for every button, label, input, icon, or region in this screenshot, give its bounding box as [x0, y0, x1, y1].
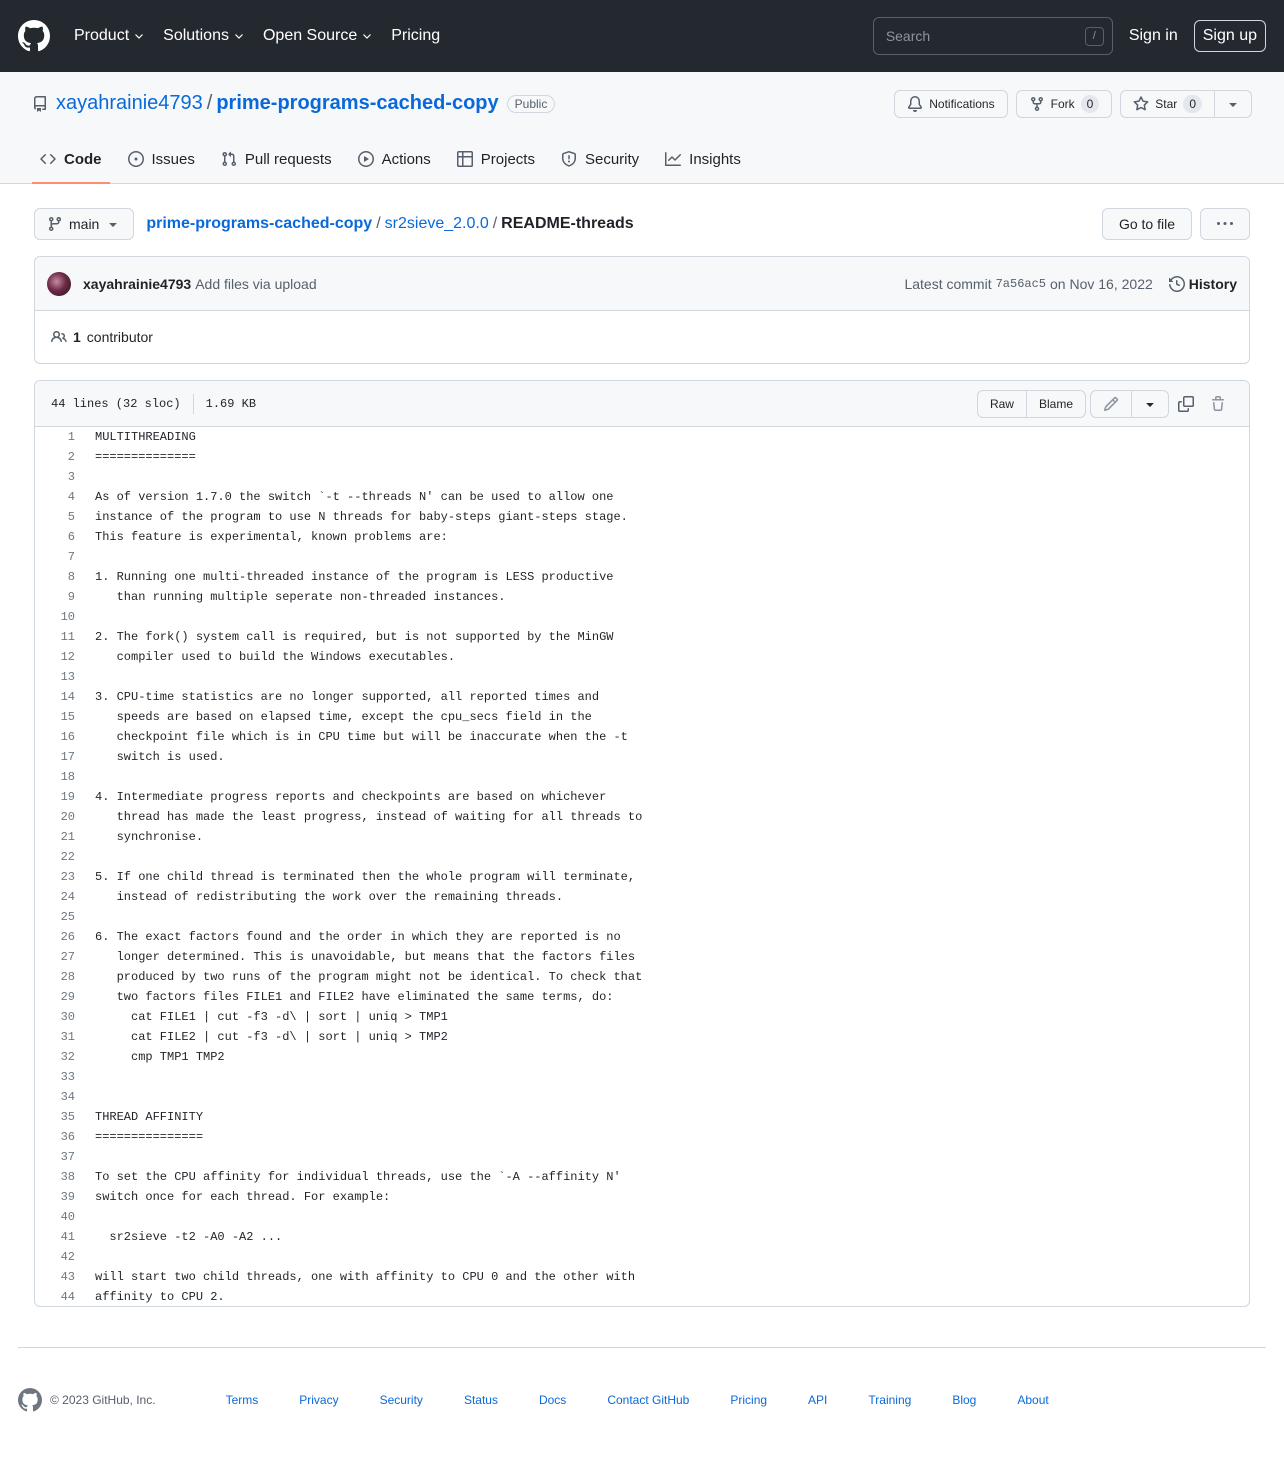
line-content: thread has made the least progress, instead of waiting for all threads to [95, 810, 643, 824]
contributors-row[interactable] [35, 311, 1249, 363]
nav-pricing[interactable] [391, 27, 440, 45]
line-number[interactable]: 10 [60, 610, 75, 624]
line-number[interactable]: 11 [60, 630, 75, 644]
footer-link-about[interactable]: About [1017, 1393, 1049, 1407]
chevron-down-icon [361, 30, 373, 42]
github-logo-icon[interactable] [18, 20, 50, 52]
repo-actions [894, 90, 1252, 118]
repo-separator: / [206, 92, 213, 114]
triangle-down-icon [1225, 96, 1241, 112]
code-line [35, 567, 1249, 587]
code-line [35, 487, 1249, 507]
code-icon [40, 151, 56, 167]
line-content: As of version 1.7.0 the switch `-t --threads N' can be used to allow one [95, 490, 614, 504]
line-content: cat FILE1 | cut -f3 -d\ | sort | uniq > TMP1 [95, 1010, 448, 1024]
line-number[interactable]: 26 [60, 930, 75, 944]
code-line [35, 987, 1249, 1007]
line-content: instance of the program to use N threads for baby-steps giant-steps stage. [95, 510, 628, 524]
history-label: History [1188, 275, 1237, 292]
tab-security[interactable] [553, 135, 647, 183]
breadcrumb [146, 215, 633, 233]
nav-product-label: Product [74, 27, 130, 44]
line-number[interactable]: 18 [60, 770, 75, 784]
footer-link-training[interactable]: Training [868, 1393, 912, 1407]
issue-icon [128, 151, 144, 167]
trash-icon [1210, 396, 1226, 412]
code-line [35, 827, 1249, 847]
edit-button-group [1090, 390, 1169, 418]
history-link[interactable] [1169, 276, 1237, 292]
nav-open-source[interactable] [263, 27, 373, 45]
triangle-down-icon [105, 216, 121, 232]
code-line [35, 1127, 1249, 1147]
code-line [35, 847, 1249, 867]
fork-button[interactable] [1016, 90, 1113, 118]
repo-title [32, 92, 555, 115]
tab-issues-label: Issues [151, 150, 195, 168]
global-header [0, 0, 1284, 72]
code-line [35, 967, 1249, 987]
footer-link-pricing[interactable]: Pricing [730, 1393, 768, 1407]
line-number[interactable]: 43 [60, 1270, 75, 1284]
line-number[interactable]: 17 [60, 750, 75, 764]
line-number[interactable]: 28 [60, 970, 75, 984]
tab-security-label: Security [584, 150, 640, 168]
search-placeholder: Search [885, 28, 931, 44]
line-number[interactable]: 35 [60, 1110, 75, 1124]
table-icon [457, 151, 473, 167]
file-info-divider [193, 394, 194, 414]
file-info [51, 394, 256, 414]
line-number[interactable]: 9 [67, 590, 75, 604]
line-number[interactable]: 19 [60, 790, 75, 804]
line-content: produced by two runs of the program might not be identical. To check that [95, 970, 643, 984]
line-content: =============== [95, 1130, 204, 1144]
copy-raw-button[interactable] [1171, 390, 1201, 418]
line-number[interactable]: 1 [67, 430, 75, 444]
code-line [35, 667, 1249, 687]
code-line [35, 1087, 1249, 1107]
pencil-icon [1103, 396, 1119, 412]
visibility-badge: Public [507, 95, 556, 113]
code-line [35, 727, 1249, 747]
commit-meta [904, 276, 1237, 292]
tab-projects-label: Projects [480, 150, 535, 168]
breadcrumb-separator: / [376, 215, 381, 232]
line-number[interactable]: 20 [60, 810, 75, 824]
breadcrumb-file-name: README-threads [501, 215, 634, 232]
file-tools [977, 390, 1233, 418]
line-content: 1. Running one multi-threaded instance of the program is LESS productive [95, 570, 614, 584]
header-right [873, 17, 1266, 55]
line-number[interactable]: 25 [60, 910, 75, 924]
footer-links [226, 1393, 1049, 1407]
code-line [35, 787, 1249, 807]
line-number[interactable]: 5 [67, 510, 75, 524]
line-number[interactable]: 16 [60, 730, 75, 744]
footer-link-docs[interactable]: Docs [538, 1393, 567, 1407]
line-number[interactable]: 21 [60, 830, 75, 844]
contributors-count: 1 [73, 329, 81, 345]
repo-icon [32, 96, 48, 112]
raw-blame-group [977, 390, 1086, 418]
tab-actions[interactable] [350, 135, 439, 183]
copy-icon [1178, 396, 1194, 412]
code-line [35, 867, 1249, 887]
code-line [35, 587, 1249, 607]
code-line [35, 1187, 1249, 1207]
code-line [35, 1007, 1249, 1027]
breadcrumb-separator: / [492, 215, 498, 232]
footer-link-privacy[interactable]: Privacy [299, 1393, 339, 1407]
fork-label: Fork [1050, 97, 1075, 111]
site-footer [18, 1347, 1266, 1447]
file-viewer [34, 380, 1250, 1307]
search-input[interactable] [873, 17, 1113, 55]
line-content: This feature is experimental, known problems are: [95, 530, 448, 544]
line-content: 3. CPU-time statistics are no longer supported, all reported times and [95, 690, 600, 704]
line-number[interactable]: 23 [60, 870, 75, 884]
footer-link-blog[interactable]: Blog [952, 1393, 977, 1407]
line-content: 6. The exact factors found and the order in which they are reported is no [95, 930, 621, 944]
breadcrumb-repo-link[interactable]: prime-programs-cached-copy [146, 215, 373, 232]
notifications-label: Notifications [929, 97, 995, 111]
line-number[interactable]: 3 [67, 470, 75, 484]
file-header [35, 381, 1249, 427]
footer-link-api[interactable]: API [808, 1393, 828, 1407]
tab-code[interactable] [32, 135, 110, 183]
line-content: switch once for each thread. For example: [95, 1190, 391, 1204]
latest-commit-row [35, 257, 1249, 311]
sign-up-button[interactable]: Sign up [1194, 20, 1266, 52]
line-number[interactable]: 34 [60, 1090, 75, 1104]
code-line [35, 447, 1249, 467]
line-content: checkpoint file which is in CPU time but will be inaccurate when the -t [95, 730, 628, 744]
code-line [35, 627, 1249, 647]
tab-pull-requests-label: Pull requests [244, 150, 332, 168]
line-number[interactable]: 32 [60, 1050, 75, 1064]
blame-button[interactable]: Blame [1027, 390, 1086, 418]
line-number[interactable]: 2 [67, 450, 75, 464]
star-icon [1133, 96, 1149, 112]
avatar[interactable] [47, 272, 71, 296]
branch-icon [47, 216, 63, 232]
line-number[interactable]: 30 [60, 1010, 75, 1024]
line-number[interactable]: 12 [60, 650, 75, 664]
line-content: affinity to CPU 2. [95, 1290, 225, 1304]
branch-selector[interactable] [34, 208, 134, 240]
bell-icon [907, 96, 923, 112]
star-button[interactable] [1120, 90, 1215, 118]
code-line [35, 527, 1249, 547]
github-logo-icon[interactable] [18, 1388, 42, 1412]
code-line [35, 1147, 1249, 1167]
pull-request-icon [221, 151, 237, 167]
history-icon [1169, 276, 1185, 292]
footer-link-security[interactable]: Security [379, 1393, 423, 1407]
nav-product[interactable] [74, 27, 145, 45]
line-content: To set the CPU affinity for individual threads, use the `-A --affinity N' [95, 1170, 621, 1184]
breadcrumb-dir-link[interactable]: sr2sieve_2.0.0 [384, 215, 489, 232]
line-content: MULTITHREADING [95, 430, 196, 444]
contributors-label: contributor [86, 329, 153, 345]
fork-icon [1029, 96, 1045, 112]
commit-message-link[interactable]: Add files via upload [195, 275, 317, 292]
fork-count: 0 [1081, 95, 1100, 113]
tab-issues[interactable] [120, 135, 203, 183]
raw-button[interactable]: Raw [977, 390, 1027, 418]
file-navigation [34, 208, 1250, 240]
code-line [35, 1227, 1249, 1247]
code-line [35, 547, 1249, 567]
sign-in-link[interactable]: Sign in [1128, 27, 1178, 44]
tab-actions-label: Actions [381, 150, 431, 168]
code-line [35, 1287, 1249, 1307]
repo-header [0, 72, 1284, 184]
code-line [35, 1047, 1249, 1067]
line-number[interactable]: 15 [60, 710, 75, 724]
play-icon [358, 151, 374, 167]
code-line [35, 1067, 1249, 1087]
line-number[interactable]: 42 [60, 1250, 75, 1264]
line-number[interactable]: 44 [60, 1290, 75, 1304]
line-content: 4. Intermediate progress reports and checkpoints are based on whichever [95, 790, 607, 804]
code-line [35, 507, 1249, 527]
line-number[interactable]: 41 [60, 1230, 75, 1244]
edit-button[interactable] [1090, 390, 1132, 418]
code-line [35, 947, 1249, 967]
line-content: cmp TMP1 TMP2 [95, 1050, 225, 1064]
nav-pricing-label: Pricing [391, 27, 441, 44]
footer-row [18, 1388, 1266, 1412]
line-content: compiler used to build the Windows executables. [95, 650, 456, 664]
chevron-down-icon [133, 30, 145, 42]
tab-projects[interactable] [449, 135, 543, 183]
global-nav [74, 27, 440, 45]
code-line [35, 1167, 1249, 1187]
line-number[interactable]: 6 [67, 530, 75, 544]
latest-commit-label: Latest commit [904, 275, 992, 292]
commit-date: on Nov 16, 2022 [1050, 275, 1153, 292]
line-number[interactable]: 33 [60, 1070, 75, 1084]
file-lines-info: 44 lines (32 sloc) [51, 396, 181, 411]
shield-icon [561, 151, 577, 167]
branch-name: main [69, 216, 100, 232]
code-line [35, 1027, 1249, 1047]
line-number[interactable]: 36 [60, 1130, 75, 1144]
edit-dropdown-button[interactable] [1132, 390, 1169, 418]
footer-link-terms[interactable]: Terms [225, 1393, 259, 1407]
line-content: ============== [95, 450, 196, 464]
footer-copyright: © 2023 GitHub, Inc. [50, 1393, 156, 1407]
star-count: 0 [1183, 95, 1202, 113]
line-number[interactable]: 38 [60, 1170, 75, 1184]
chevron-down-icon [233, 30, 245, 42]
code-line [35, 687, 1249, 707]
tab-insights-label: Insights [689, 150, 741, 168]
tab-code-label: Code [64, 150, 102, 168]
line-number[interactable]: 31 [60, 1030, 75, 1044]
line-content: will start two child threads, one with affinity to CPU 0 and the other with [95, 1270, 636, 1284]
code-line [35, 1267, 1249, 1287]
nav-open-source-label: Open Source [262, 27, 358, 44]
line-content: speeds are based on elapsed time, except the cpu_secs field in the [95, 710, 592, 724]
star-button-group [1120, 90, 1252, 118]
search-shortcut-key: / [1085, 27, 1104, 46]
code-line [35, 607, 1249, 627]
line-content: longer determined. This is unavoidable, but means that the factors files [95, 950, 636, 964]
latest-commit-box [34, 256, 1250, 364]
delete-file-button[interactable] [1203, 390, 1233, 418]
code-line [35, 707, 1249, 727]
code-line [35, 807, 1249, 827]
code-line [35, 427, 1249, 447]
line-content: synchronise. [95, 830, 204, 844]
code-line [35, 647, 1249, 667]
line-content: cat FILE2 | cut -f3 -d\ | sort | uniq > TMP2 [95, 1030, 448, 1044]
go-to-file-button[interactable]: Go to file [1102, 208, 1192, 240]
code-line [35, 1247, 1249, 1267]
line-content: two factors files FILE1 and FILE2 have eliminated the same terms, do: [95, 990, 614, 1004]
code-line [35, 467, 1249, 487]
line-number[interactable]: 39 [60, 1190, 75, 1204]
tab-insights[interactable] [657, 135, 749, 183]
line-number[interactable]: 8 [67, 570, 75, 584]
line-number[interactable]: 27 [60, 950, 75, 964]
nav-solutions[interactable] [163, 27, 245, 45]
more-options-button[interactable] [1200, 208, 1250, 240]
code-line [35, 907, 1249, 927]
line-content: than running multiple seperate non-threaded instances. [95, 590, 506, 604]
footer-link-status[interactable]: Status [463, 1393, 498, 1407]
line-content: switch is used. [95, 750, 225, 764]
line-content: 5. If one child thread is terminated then the whole program will terminate, [95, 870, 636, 884]
code-content [35, 427, 1249, 1307]
star-label: Star [1155, 97, 1178, 111]
code-line [35, 887, 1249, 907]
repo-name-link[interactable]: prime-programs-cached-copy [216, 92, 499, 114]
line-content: 2. The fork() system call is required, but is not supported by the MinGW [95, 630, 614, 644]
commit-author-link[interactable]: xayahrainie4793 [83, 275, 192, 292]
line-number[interactable]: 29 [60, 990, 75, 1004]
graph-icon [665, 151, 681, 167]
line-number[interactable]: 13 [60, 670, 75, 684]
line-number[interactable]: 7 [67, 550, 75, 564]
repo-tabs [32, 135, 759, 183]
line-number[interactable]: 40 [60, 1210, 75, 1224]
line-number[interactable]: 14 [60, 690, 75, 704]
kebab-horizontal-icon [1217, 216, 1233, 232]
line-number[interactable]: 24 [60, 890, 75, 904]
line-number[interactable]: 4 [67, 490, 75, 504]
code-line [35, 747, 1249, 767]
line-number[interactable]: 37 [60, 1150, 75, 1164]
line-number[interactable]: 22 [60, 850, 75, 864]
people-icon [51, 329, 67, 345]
triangle-down-icon [1142, 396, 1158, 412]
notifications-button[interactable] [894, 90, 1007, 118]
line-content: instead of redistributing the work over the remaining threads. [95, 890, 564, 904]
tab-pull-requests[interactable] [213, 135, 340, 183]
code-line [35, 927, 1249, 947]
code-line [35, 1207, 1249, 1227]
line-content: sr2sieve -t2 -A0 -A2 ... [95, 1230, 283, 1244]
star-dropdown-button[interactable] [1215, 90, 1252, 118]
footer-link-contact-github[interactable]: Contact GitHub [607, 1393, 690, 1407]
nav-solutions-label: Solutions [163, 27, 229, 44]
commit-sha-link[interactable]: 7a56ac5 [995, 276, 1047, 291]
code-line [35, 767, 1249, 787]
repo-owner-link[interactable]: xayahrainie4793 [56, 92, 203, 114]
file-size: 1.69 KB [205, 396, 257, 411]
code-line [35, 1107, 1249, 1127]
line-content: THREAD AFFINITY [95, 1110, 204, 1124]
